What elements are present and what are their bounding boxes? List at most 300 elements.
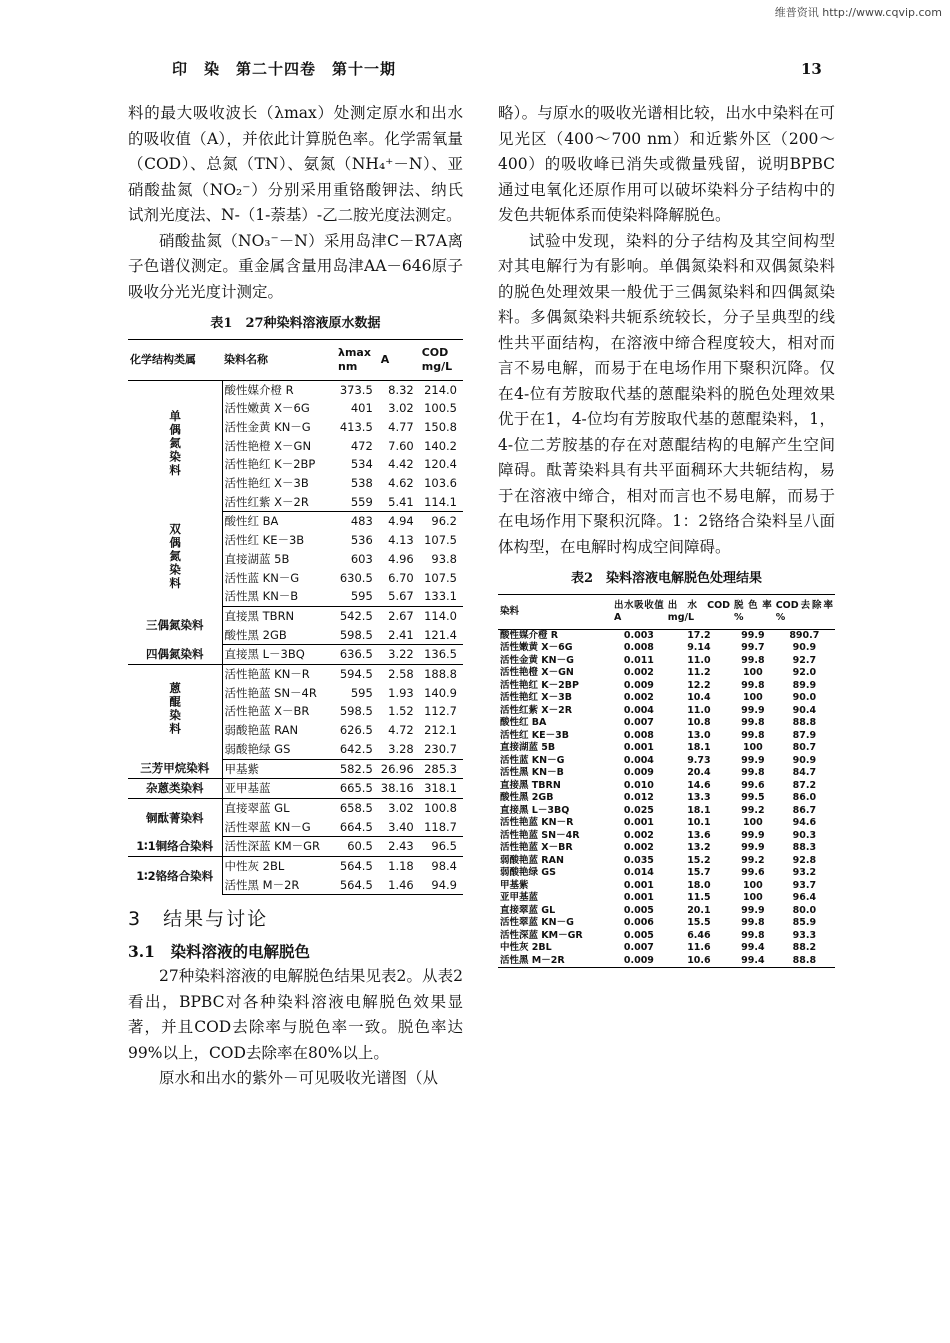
- table1-value: 5.67: [379, 587, 420, 606]
- table2-value: 99.6: [741, 779, 765, 791]
- table1-value: 636.5: [336, 645, 379, 665]
- table1-group-label: 双偶氮染料: [168, 522, 183, 591]
- table1-row: [128, 798, 463, 817]
- table2-dye-name: 活性嫩黄 X－6G: [500, 642, 573, 653]
- table1-value: 559: [336, 493, 379, 512]
- table1-row: [128, 837, 463, 857]
- table2-value: 18.1: [687, 742, 711, 753]
- table1-dye-name: 弱酸艳绿 GS: [222, 740, 336, 759]
- table2-value: 99.4: [741, 942, 765, 953]
- table2-value: 85.9: [792, 917, 817, 928]
- table1-group-label: 杂蒽类染料: [146, 781, 204, 796]
- table2-header: 出水COD mg/L: [666, 594, 732, 629]
- table2-row: [498, 892, 835, 905]
- table1-dye-name: 弱酸艳蓝 RAN: [224, 723, 299, 738]
- table2-dye-name: 弱酸艳蓝 RAN: [500, 854, 564, 866]
- table2-value: 0.002: [623, 842, 654, 853]
- table1-dye-name: 活性艳蓝 KN－R: [224, 667, 310, 682]
- table2-value: 92.0: [792, 667, 817, 678]
- table2-value: 87.9: [792, 729, 817, 741]
- table2-value: 17.2: [687, 629, 711, 641]
- table1-value: 595: [350, 685, 373, 700]
- table2-value: 0.009: [623, 679, 654, 691]
- table2-value: 99.9: [741, 704, 765, 716]
- table2-value: 100: [742, 742, 763, 753]
- table2-dye-name: 活性艳蓝 SN－4R: [500, 829, 580, 841]
- table1-value: 2.41: [379, 626, 420, 645]
- table1-value: 8.32: [388, 382, 414, 397]
- table2-dye-name: 活性深蓝 KM－GR: [500, 929, 583, 941]
- table1-value: 230.7: [420, 740, 463, 759]
- table2-value: 99.9: [741, 829, 765, 841]
- table2-value: 890.7: [789, 629, 820, 641]
- table2-row: [498, 880, 835, 893]
- table2-value: 86.0: [792, 792, 817, 803]
- table1-value: 6.70: [388, 570, 414, 585]
- table2-row: [498, 667, 835, 680]
- table1-row: [128, 512, 463, 531]
- table2-row: [498, 680, 835, 693]
- table2-value: 88.8: [792, 717, 817, 728]
- section-3-heading: 3 结果与讨论: [128, 908, 269, 931]
- table2-value: 90.0: [792, 692, 817, 703]
- table2-value: 89.9: [792, 679, 817, 691]
- table1-group-cell: [128, 606, 222, 644]
- table2-value: 0.012: [623, 792, 654, 803]
- table2-value: 99.8: [741, 717, 765, 728]
- table1-value: 112.7: [424, 704, 457, 719]
- table2-value: 11.2: [687, 667, 711, 678]
- table1-value: 542.5: [339, 608, 373, 623]
- section-3-1-heading: 3.1 染料溶液的电解脱色: [128, 941, 310, 961]
- table1-dye-name: 活性金黄 KN－G: [224, 419, 311, 434]
- table1-group-cell: [128, 380, 222, 512]
- table1-dye-name: 活性红紫 X－2R: [222, 493, 336, 512]
- table1-value: 630.5: [339, 570, 373, 585]
- table1-value: 1.46: [379, 876, 420, 895]
- table1-group-cell: [128, 512, 222, 607]
- table2-dye-name: 活性黑 KN－B: [500, 767, 564, 778]
- table1-dye-name: 直接黑 L－3BQ: [222, 645, 336, 665]
- table2-header: 出水吸收值A: [612, 594, 666, 629]
- table2-dye-name: 直接黑 TBRN: [500, 779, 561, 791]
- table1-value: 413.5: [339, 419, 373, 434]
- table2-row: [498, 780, 835, 793]
- table1-dye-name: 直接翠蓝 GL: [224, 800, 290, 815]
- table2-value: 11.0: [687, 654, 711, 666]
- table2-dye-name: 甲基紫: [500, 879, 529, 891]
- table2-value: 99.5: [741, 792, 765, 803]
- table2-value: 0.011: [623, 654, 654, 666]
- table2-row: [498, 905, 835, 918]
- table2-dye-name: 直接黑 L－3BQ: [500, 804, 570, 816]
- table1-value: 598.5: [336, 626, 379, 645]
- table2-value: 0.001: [623, 879, 654, 891]
- table1-value: 94.9: [420, 876, 463, 895]
- table2-dye-name: 直接翠蓝 GL: [500, 904, 556, 916]
- table2-value: 99.6: [741, 867, 765, 878]
- table1-header: 染料名称: [222, 339, 336, 380]
- table2-value: 99.2: [741, 804, 765, 816]
- table2-row: [498, 642, 835, 655]
- table2-value: 15.5: [687, 917, 711, 928]
- table1-value: 188.8: [424, 667, 457, 682]
- table2-value: 99.8: [741, 679, 765, 691]
- table1-value: 665.5: [336, 779, 379, 799]
- table1-value: 1.93: [388, 685, 414, 700]
- table2-value: 15.2: [687, 854, 711, 866]
- table2-value: 20.1: [687, 904, 711, 916]
- table2-value: 0.005: [623, 929, 654, 941]
- table1-group-label: 三偶氮染料: [146, 618, 204, 633]
- table2-row: [498, 742, 835, 755]
- left-paragraph-3: 27种染料溶液的电解脱色结果见表2。从表2看出，BPBC对各种染料溶液电解脱色效果显著，并且COD去除率与脱色率一致。脱色率达99%以上，COD去除率在80%以上。: [128, 967, 463, 1062]
- table2-dye-name: 中性灰 2BL: [500, 942, 552, 953]
- table2-value: 86.7: [792, 804, 817, 816]
- table1-value: 136.5: [420, 645, 463, 665]
- table2-dye-name: 直接湖蓝 5B: [500, 742, 556, 753]
- table1-value: 594.5: [339, 667, 373, 682]
- table1-value: 658.5: [339, 800, 373, 815]
- table2-value: 0.001: [623, 817, 654, 828]
- table1-group-label: 单偶氮染料: [168, 409, 183, 478]
- table2-value: 6.46: [687, 929, 711, 941]
- table1-dye-name: 活性艳红 X－3B: [224, 476, 309, 491]
- table1-dye-name: 中性灰 2BL: [224, 859, 285, 874]
- table1-body: [128, 380, 463, 895]
- table1-value: 118.7: [420, 818, 463, 837]
- table2-value: 0.002: [623, 667, 654, 678]
- table2-value: 93.2: [792, 867, 817, 878]
- table2-row: [498, 830, 835, 843]
- table1-dye-name: 酸性红 BA: [224, 514, 279, 529]
- table2-value: 0.008: [623, 642, 654, 653]
- table1-group-label: 蒽醌染料: [168, 682, 183, 737]
- table2-value: 100: [742, 692, 763, 703]
- table1-value: 4.42: [388, 457, 414, 472]
- table2-dye-name: 活性翠蓝 KN－G: [500, 917, 574, 928]
- table2-body: [498, 629, 835, 968]
- table1-value: 121.4: [420, 626, 463, 645]
- table2-value: 0.003: [623, 629, 654, 641]
- table2-row: [498, 955, 835, 968]
- table1-value: 3.28: [379, 740, 420, 759]
- table2-dye-name: 酸性黑 2GB: [500, 792, 554, 803]
- table2-value: 0.006: [623, 917, 654, 928]
- table2-value: 90.9: [792, 642, 817, 653]
- table2-value: 0.007: [623, 717, 654, 728]
- table2-value: 0.035: [623, 854, 654, 866]
- table1-title: 表1 27种染料溶液原水数据: [210, 316, 381, 331]
- table1-value: 5.41: [379, 493, 420, 512]
- table1-dye-name: 活性黑 M－2R: [222, 876, 336, 895]
- page-number: 13: [801, 60, 822, 78]
- table1-dye-name: 活性艳橙 X－GN: [224, 438, 312, 453]
- table1-value: 38.16: [379, 779, 420, 799]
- table2-value: 80.7: [792, 742, 817, 753]
- table1-value: 3.40: [379, 818, 420, 837]
- table1-value: 133.1: [420, 587, 463, 606]
- table1-value: 26.96: [379, 759, 420, 779]
- table2-value: 96.4: [792, 892, 817, 903]
- table2-value: 92.7: [792, 654, 817, 666]
- table1-value: 1.52: [388, 704, 414, 719]
- table2-value: 88.8: [774, 955, 835, 968]
- table1-row: [128, 380, 463, 399]
- table1-value: 472: [350, 438, 373, 453]
- table1-dye-name: 活性艳红 K－2BP: [224, 457, 316, 472]
- right-paragraph-2: 试验中发现，染料的分子结构及其空间构型对其电解行为有影响。单偶氮染料和双偶氮染料的脱色处理效果一般优于三偶氮染料和四偶氮染料。多偶氮染料共轭系统较长，分子呈典型的线性共平面结构，在溶液中缔合程度较大，相对而言不易电解，而易于在电场作用下聚积沉降。仅在4-位有芳胺取代基的蒽醌染料的脱色处理效果优于在1，4-位均有芳胺取代基的蒽醌染料，1，4-位二芳胺基的存在对蒽醌结构的电解产生空间障碍。酞菁染料具有共平面稠环大共轭结构，易于在溶液中缔合，相对而言也不易电解，而易于在电场作用下聚积沉降。1：2铬络合染料呈八面体构型，在电解时构成空间障碍。: [498, 231, 835, 556]
- table1-row: [128, 606, 463, 625]
- table1: [128, 339, 463, 896]
- table1-row: [128, 857, 463, 876]
- table2-value: 99.2: [741, 854, 765, 866]
- table1-value: 107.5: [424, 533, 457, 548]
- table1-value: 4.62: [388, 476, 414, 491]
- table2-value: 0.002: [623, 829, 654, 841]
- table1-dye-name: 活性蓝 KN－G: [224, 570, 300, 585]
- table2-row: [498, 942, 835, 955]
- table2-value: 9.14: [687, 642, 711, 653]
- table2-value: 0.001: [623, 892, 654, 903]
- table1-value: 140.9: [424, 685, 457, 700]
- table2-value: 18.0: [687, 879, 711, 891]
- table1-group-label: 四偶氮染料: [146, 647, 204, 662]
- table1-value: 140.2: [424, 438, 457, 453]
- table2-value: 99.9: [741, 842, 765, 853]
- table2-value: 99.8: [741, 917, 765, 928]
- table2-row: [498, 705, 835, 718]
- table1-value: 114.1: [420, 493, 463, 512]
- left-column: [128, 101, 463, 1092]
- table1-value: 4.96: [388, 551, 414, 566]
- table1-value: 100.5: [424, 401, 457, 416]
- table1-value: 120.4: [424, 457, 457, 472]
- table2-value: 99.7: [741, 642, 765, 653]
- table2-value: 13.2: [687, 842, 711, 853]
- table2-value: 10.1: [687, 817, 711, 828]
- table1-header: COD mg/L: [420, 339, 463, 380]
- table1-dye-name: 酸性黑 2GB: [222, 626, 336, 645]
- table2-dye-name: 酸性媒介橙 R: [500, 629, 559, 641]
- table1-value: 582.5: [336, 759, 379, 779]
- table2-value: 14.6: [687, 779, 711, 791]
- table1-group-cell: [128, 857, 222, 895]
- table1-dye-name: 直接湖蓝 5B: [224, 551, 290, 566]
- table1-dye-name: 甲基紫: [222, 759, 336, 779]
- table2-value: 0.004: [623, 704, 654, 716]
- table1-group-label: 1∶1铜络合染料: [136, 839, 214, 854]
- table1-value: 538: [350, 476, 373, 491]
- left-paragraph-1: 料的最大吸收波长（λmax）处测定原水和出水的吸收值（A），并依此计算脱色率。化学需氧量（COD）、总氮（TN）、氨氮（NH₄⁺－N）、亚硝酸盐氮（NO₂⁻）分别采用重铬酸钾法、纳氏试剂光度法、N-（1-萘基）-乙二胺光度法测定。: [128, 104, 463, 224]
- table1-dye-name: 活性艳蓝 X－BR: [224, 704, 310, 719]
- table1-value: 2.43: [379, 837, 420, 857]
- table2-value: 0.005: [623, 904, 654, 916]
- table2-row: [498, 755, 835, 768]
- table2-value: 99.9: [741, 754, 765, 766]
- table1-header: 化学结构类属: [128, 339, 222, 380]
- table2-value: 0.010: [623, 779, 654, 791]
- table1-value: 96.2: [431, 514, 457, 529]
- table2-header: COD去除率 %: [774, 594, 835, 629]
- table2-dye-name: 活性艳蓝 X－BR: [500, 842, 573, 853]
- table2-value: 100: [742, 892, 763, 903]
- table2-value: 0.007: [623, 942, 654, 953]
- table2-value: 90.4: [792, 704, 817, 716]
- table2-row: [498, 730, 835, 743]
- table1-value: 483: [350, 514, 373, 529]
- table2-value: 100: [742, 879, 763, 891]
- left-paragraph-2: 硝酸盐氮（NO₃⁻－N）采用岛津C－R7A离子色谱仪测定。重金属含量用岛津AA－646原子吸收分光光度计测定。: [128, 231, 463, 301]
- table1-dye-name: 活性嫩黄 X－6G: [224, 401, 310, 416]
- table1-value: 103.6: [424, 476, 457, 491]
- table1-value: 2.67: [388, 608, 414, 623]
- table2-value: 0.002: [623, 692, 654, 703]
- running-head: 印 染 第二十四卷 第十一期: [172, 60, 397, 78]
- table1-dye-name: 直接黑 TBRN: [224, 608, 295, 623]
- table2-dye-name: 活性黑 M－2R: [498, 955, 612, 968]
- table2-value: 0.008: [623, 729, 654, 741]
- table1-value: 4.94: [388, 514, 414, 529]
- table2-dye-name: 活性红 KE－3B: [500, 729, 570, 741]
- table2-row: [498, 867, 835, 880]
- table2-value: 10.8: [687, 717, 711, 728]
- table1-value: 3.22: [379, 645, 420, 665]
- table1-value: 107.5: [424, 570, 457, 585]
- table2-value: 20.4: [687, 767, 711, 778]
- table2-row: [498, 805, 835, 818]
- table2-value: 99.9: [741, 904, 765, 916]
- table2-value: 15.7: [687, 867, 711, 878]
- table1-value: 534: [350, 457, 373, 472]
- table2-value: 10.4: [687, 692, 711, 703]
- table2-dye-name: 活性艳蓝 KN－R: [500, 817, 574, 828]
- table1-row: [128, 759, 463, 779]
- table1-dye-name: 亚甲基蓝: [222, 779, 336, 799]
- table1-row: [128, 665, 463, 684]
- table2-value: 0.009: [623, 767, 654, 778]
- table2-value: 99.9: [741, 629, 765, 641]
- table2-value: 12.2: [687, 679, 711, 691]
- table2-value: 84.7: [792, 767, 817, 778]
- table1-dye-name: 酸性媒介橙 R: [224, 382, 294, 397]
- right-paragraph-1: 略）。与原水的吸收光谱相比较，出水中染料在可见光区（400～700 nm）和近紫外区（200～400）的吸收峰已消失或微量残留，说明BPBC通过电氧化还原作用可以破坏染料分子结构中的发色共轭体系而使染料降解脱色。: [498, 104, 835, 224]
- table2-value: 100: [742, 817, 763, 828]
- table2-value: 11.5: [687, 892, 711, 903]
- right-column: [498, 101, 835, 968]
- table2-row: [498, 817, 835, 830]
- table1-value: 212.1: [424, 723, 457, 738]
- table2-value: 92.8: [792, 854, 817, 866]
- table2-row: [498, 692, 835, 705]
- table2-value: 18.1: [687, 804, 711, 816]
- table1-value: 3.02: [388, 401, 414, 416]
- table2-value: 0.004: [623, 754, 654, 766]
- table2-dye-name: 活性红紫 X－2R: [500, 704, 573, 716]
- table1-group-cell: [128, 798, 222, 836]
- table2-value: 11.6: [687, 942, 711, 953]
- table1-group-cell: [128, 759, 222, 779]
- table1-dye-name: 活性艳蓝 SN－4R: [224, 685, 317, 700]
- table1-value: 96.5: [420, 837, 463, 857]
- table2-value: 0.025: [623, 804, 654, 816]
- table1-value: 664.5: [336, 818, 379, 837]
- table1-value: 4.13: [388, 533, 414, 548]
- table1-value: 536: [350, 533, 373, 548]
- left-paragraph-4: 原水和出水的紫外－可见吸收光谱图（从: [159, 1069, 439, 1088]
- table2-value: 99.8: [741, 767, 765, 778]
- table1-group-label: 三芳甲烷染料: [140, 761, 210, 776]
- table2-row: [498, 655, 835, 668]
- table1-value: 318.1: [420, 779, 463, 799]
- table2-value: 0.009: [612, 955, 666, 968]
- table1-value: 60.5: [336, 837, 379, 857]
- table2-row: [498, 917, 835, 930]
- table2-row: [498, 930, 835, 943]
- table1-group-label: 铜酞菁染料: [146, 810, 204, 825]
- table2-row: [498, 792, 835, 805]
- table1-value: 598.5: [339, 704, 373, 719]
- table2-value: 13.6: [687, 829, 711, 841]
- table1-dye-name: 活性红 KE－3B: [224, 533, 305, 548]
- table2-dye-name: 亚甲基蓝: [500, 892, 539, 903]
- table2-value: 93.3: [792, 929, 817, 941]
- table2: [498, 594, 835, 969]
- table1-value: 595: [336, 587, 379, 606]
- table1-value: 373.5: [339, 382, 373, 397]
- table2-dye-name: 酸性红 BA: [500, 717, 547, 728]
- table1-value: 626.5: [339, 723, 373, 738]
- table1-value: 401: [350, 401, 373, 416]
- table2-row: [498, 629, 835, 642]
- table1-value: 4.72: [388, 723, 414, 738]
- table2-value: 99.8: [741, 929, 765, 941]
- table1-value: 114.0: [424, 608, 457, 623]
- table1-value: 564.5: [336, 876, 379, 895]
- table1-dye-name: 活性翠蓝 KN－G: [222, 818, 336, 837]
- table1-header: A: [379, 339, 420, 380]
- table1-group-cell: [128, 665, 222, 760]
- table2-value: 99.4: [732, 955, 774, 968]
- table1-value: 3.02: [388, 800, 414, 815]
- table1-value: 1.18: [388, 859, 414, 874]
- table1-group-cell: [128, 779, 222, 799]
- table2-row: [498, 767, 835, 780]
- table1-value: 7.60: [388, 438, 414, 453]
- table2-value: 0.014: [623, 867, 654, 878]
- table2-value: 13.0: [687, 729, 711, 741]
- table2-value: 11.0: [687, 704, 711, 716]
- table1-header: λmax nm: [336, 339, 379, 380]
- table2-dye-name: 活性艳红 K－2BP: [500, 679, 579, 691]
- table1-dye-name: 活性黑 KN－B: [222, 587, 336, 606]
- table1-value: 564.5: [339, 859, 373, 874]
- table2-dye-name: 活性艳橙 X－GN: [500, 667, 574, 678]
- table2-dye-name: 弱酸艳绿 GS: [500, 867, 556, 878]
- table2-value: 0.001: [623, 742, 654, 753]
- table1-value: 93.8: [431, 551, 457, 566]
- table2-value: 80.0: [792, 904, 817, 916]
- table2-dye-name: 活性金黄 KN－G: [500, 654, 574, 666]
- table1-group-label: 1∶2铬络合染料: [136, 868, 214, 883]
- table2-dye-name: 活性蓝 KN－G: [500, 754, 565, 766]
- table2-value: 90.3: [792, 829, 817, 841]
- table1-value: 150.8: [424, 419, 457, 434]
- table1-row: [128, 645, 463, 665]
- table2-value: 99.8: [741, 654, 765, 666]
- table2-value: 13.3: [687, 792, 711, 803]
- table2-value: 87.2: [792, 779, 817, 791]
